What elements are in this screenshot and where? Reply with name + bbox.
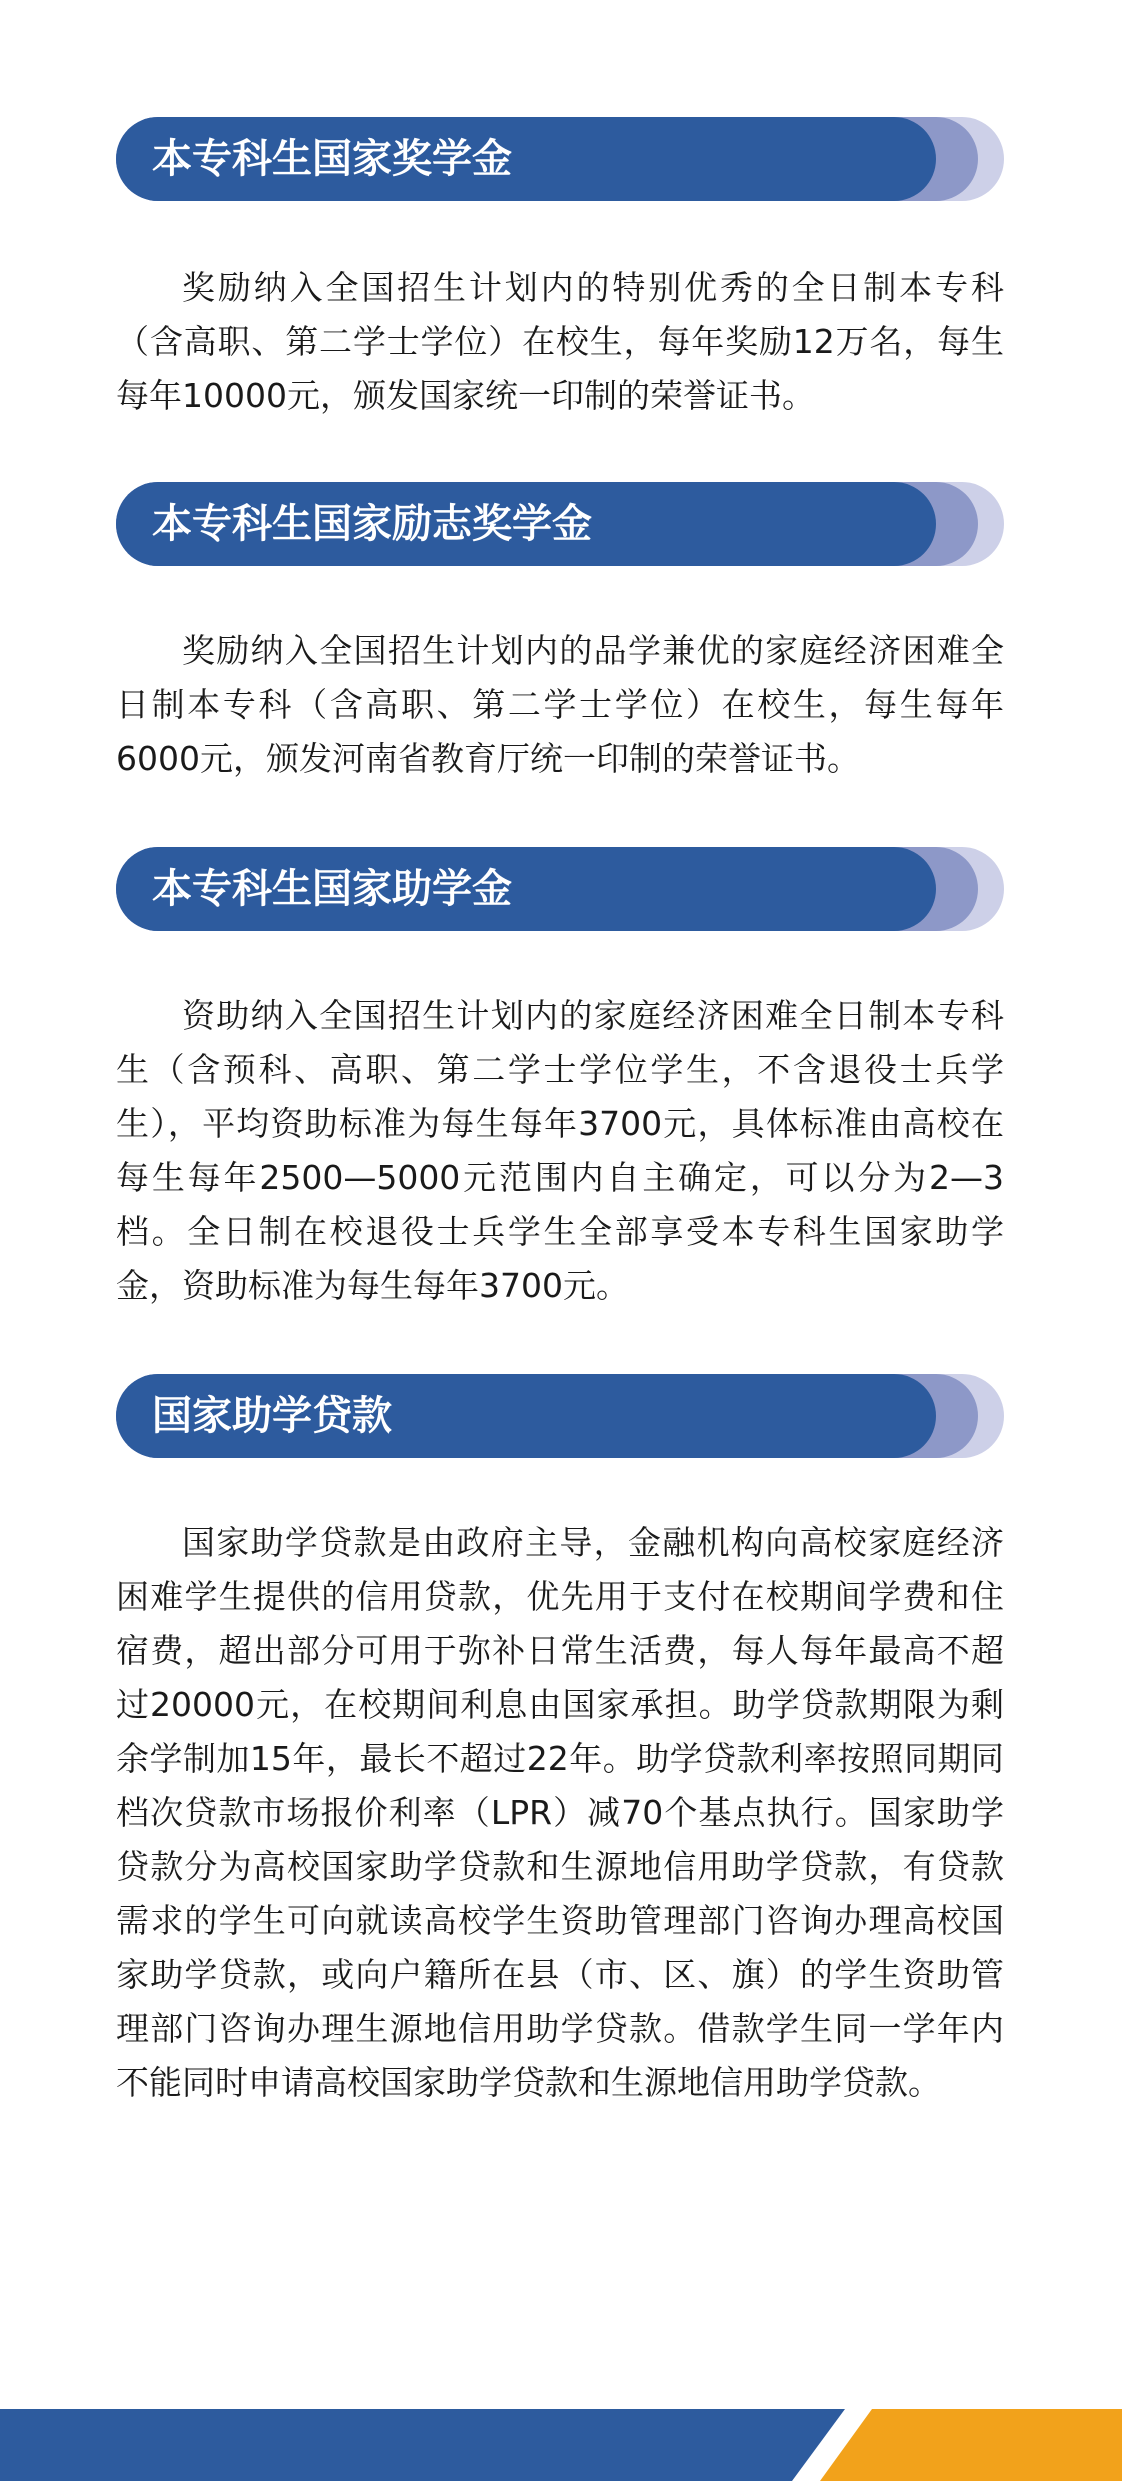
section-body-encouragement-scholarship: 奖励纳入全国招生计划内的品学兼优的家庭经济困难全日制本专科（含高职、第二学士学位）在校生，每生每年6000元，颁发河南省教育厅统一印制的荣誉证书。	[116, 631, 1004, 778]
section-header-student-loan	[116, 1374, 1004, 1458]
section-body-student-loan: 国家助学贷款是由政府主导，金融机构向高校家庭经济困难学生提供的信用贷款，优先用于支付在校期间学费和住宿费，超出部分可用于弥补日常生活费，每人每年最高不超过20000元，在校期间利息由国家承担。助学贷款期限为剩余学制加15年，最长不超过22年。助学贷款利率按照同期同档次贷款市场报价利率（LPR）减70个基点执行。国家助学贷款分为高校国家助学贷款和生源地信用助学贷款，有贷款需求的学生可向就读高校学生资助管理部门咨询办理高校国家助学贷款，或向户籍所在县（市、区、旗）的学生资助管理部门咨询办理生源地信用助学贷款。借款学生同一学年内不能同时申请高校国家助学贷款和生源地信用助学贷款。	[116, 1523, 1004, 2102]
section-title: 本专科生国家助学金	[152, 866, 512, 912]
section-header-national-scholarship	[116, 117, 1004, 201]
section-title: 本专科生国家奖学金	[152, 136, 512, 182]
section-title: 国家助学贷款	[152, 1393, 392, 1439]
section-header-encouragement-scholarship	[116, 482, 1004, 566]
section-body-national-grant: 资助纳入全国招生计划内的家庭经济困难全日制本专科生（含预科、高职、第二学士学位学生，不含退役士兵学生），平均资助标准为每生每年3700元，具体标准由高校在每生每年2500—5000元范围内自主确定，可以分为2—3档。全日制在校退役士兵学生全部享受本专科生国家助学金，资助标准为每生每年3700元。	[116, 996, 1004, 1305]
section-header-national-grant	[116, 847, 1004, 931]
footer-decoration	[0, 2409, 1122, 2481]
section-title: 本专科生国家励志奖学金	[152, 501, 592, 547]
section-body-national-scholarship: 奖励纳入全国招生计划内的特别优秀的全日制本专科（含高职、第二学士学位）在校生，每年奖励12万名，每生每年10000元，颁发国家统一印制的荣誉证书。	[116, 268, 1004, 415]
